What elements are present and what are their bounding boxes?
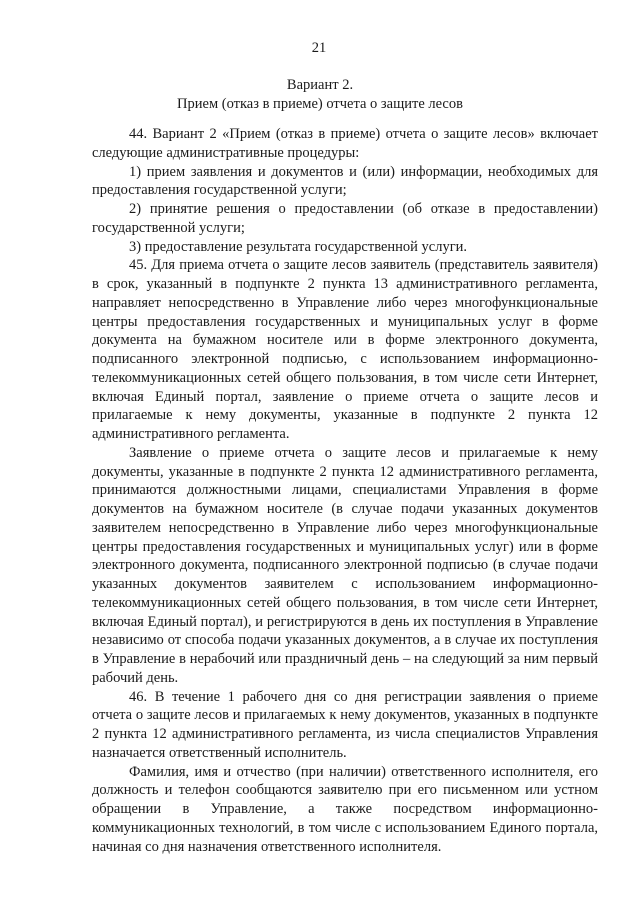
list-item-3: 3) предоставление результата государственной услуги. bbox=[129, 238, 468, 255]
variant-subtitle: Прием (отказ в приеме) отчета о защите лесов bbox=[177, 96, 463, 112]
paragraph-45: 45. Для приема отчета о защите лесов заявитель (представитель заявителя) в срок, указанный в подпункте 2 пункта 13 административного регламента, направляет непосредственно в Управление либо через многофункциональные центры предоставления государственных и муниципальных услуг в форме документа на бумажном носителе или в форме электронного документа, подписанного электронной подписью, с использованием информационно-телекоммуникационных сетей общего пользования, в том числе сети Интернет, включая Единый портал, заявление о приеме отчета о защите лесов и прилагаемые к нему документы, указанные в подпункте 2 пункта 12 административного регламента. bbox=[92, 257, 598, 442]
paragraph-44: 44. Вариант 2 «Прием (отказ в приеме) отчета о защите лесов» включает следующие административные процедуры: bbox=[92, 126, 598, 161]
paragraph-application: Заявление о приеме отчета о защите лесов и прилагаемые к нему документы, указанные в подпункте 2 пункта 12 административного регламента, принимаются должностными лицами, специалистами Управления в форме документов на бумажном носителе (в случае подачи указанных документов заявителем непосредственно в Управление либо через многофункциональные центры предоставления государственных и муниципальных услуг) или в форме электронного документа, подписанного электронной подписью (в случае подачи указанных документов заявителем с использованием информационно-телекоммуникационных сетей общего пользования, в том числе сети Интернет, включая Единый портал), и регистрируются в день их поступления в Управление независимо от способа подачи указанных документов, а в случае их поступления в Управление в нерабочий или праздничный день – на следующий за ним первый рабочий день. bbox=[92, 444, 598, 686]
page-number: 21 bbox=[311, 40, 327, 56]
variant-title: Вариант 2. bbox=[286, 77, 354, 93]
list-item-1: 1) прием заявления и документов и (или) информации, необходимых для предоставления государственной услуги; bbox=[92, 163, 598, 199]
document-body bbox=[92, 125, 598, 856]
paragraph-executor-info: Фамилия, имя и отчество (при наличии) ответственного исполнителя, его должность и телефон сообщаются заявителю при его письменном или устном обращении в Управление, а также посредством информационно-коммуникационных технологий, в том числе с использованием Единого портала, начиная со дня назначения ответственного исполнителя. bbox=[92, 763, 598, 855]
list-item-2: 2) принятие решения о предоставлении (об отказе в предоставлении) государственной услуги; bbox=[92, 201, 598, 236]
variant-heading bbox=[60, 76, 580, 114]
paragraph-46: 46. В течение 1 рабочего дня со дня регистрации заявления о приеме отчета о защите лесов и прилагаемых к нему документов, указанных в подпункте 2 пункта 12 административного регламента, из числа специалистов Управления назначается ответственный исполнитель. bbox=[92, 688, 598, 761]
